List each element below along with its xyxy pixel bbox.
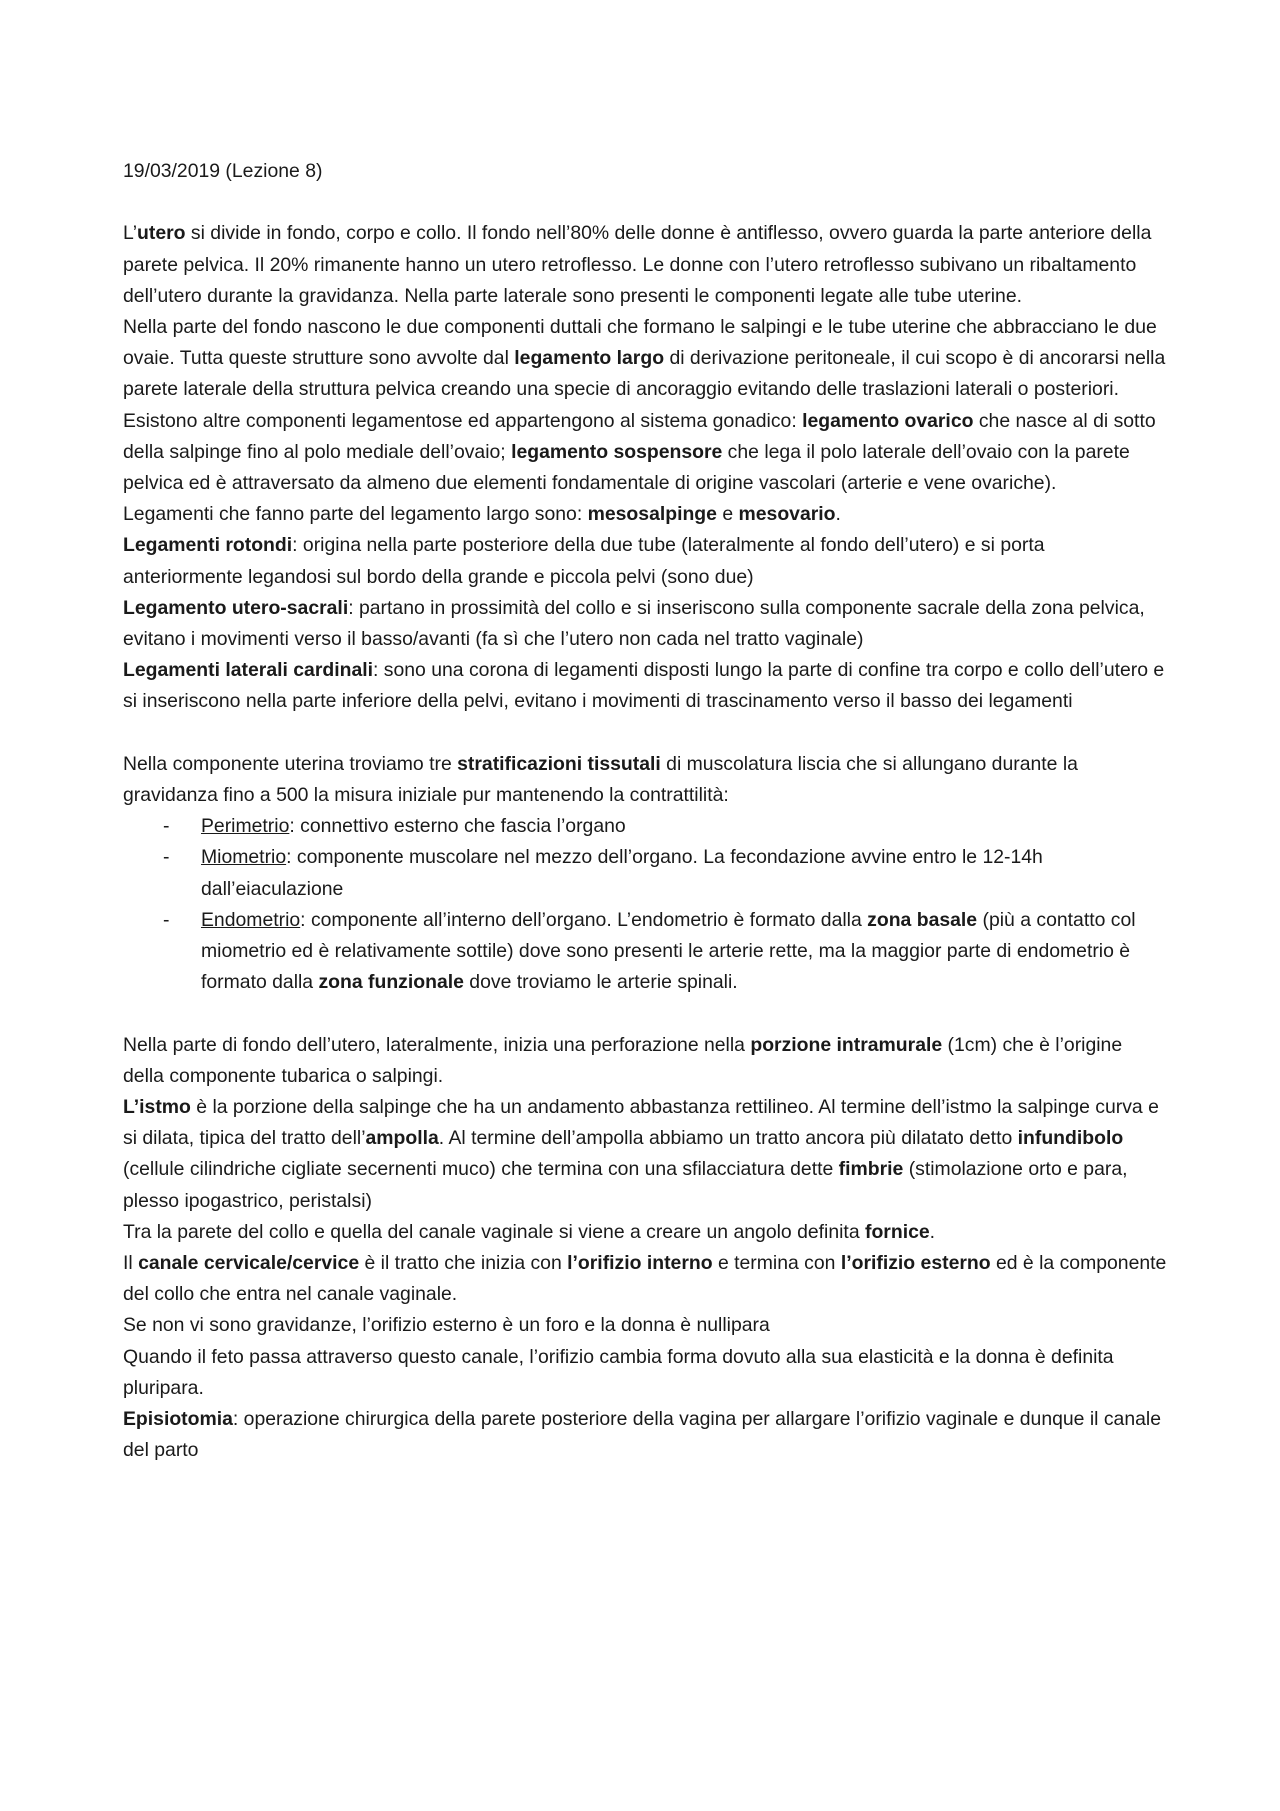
text-run: si divide in fondo, corpo e collo. Il fondo nell’80% delle donne è antiflesso, ovvero guarda la parte anteriore della parete pelvica. Il 20% rimanente hanno un utero retroflesso. Le donne con l’utero retroflesso subivano un ribaltamento dell’utero durante la gravidanza. Nella parte laterale sono presenti le componenti legate alle tube uterine. (123, 222, 1152, 307)
bold-term: infundibolo (1017, 1127, 1124, 1150)
bold-term: legamento ovarico (802, 409, 974, 432)
bold-term: Episiotomia (123, 1408, 233, 1431)
paragraph-gap (123, 187, 1168, 218)
underlined-term: Endometrio (201, 908, 301, 931)
paragraph (123, 1404, 1168, 1466)
text-run: (stimolazione orto e para, plesso ipogastrico, peristalsi) (123, 1158, 1128, 1212)
section-salpinges (123, 1030, 1168, 1467)
text-run: (cellule cilindriche cigliate secernenti muco) che termina con una sfilacciatura dette (123, 1158, 839, 1181)
text-run: Se non vi sono gravidanze, l’orifizio esterno è un foro e la donna è nullipara (123, 1314, 770, 1337)
text-run: : connettivo esterno che fascia l’organo (289, 815, 626, 838)
text-run: Legamenti che fanno parte del legamento largo sono: (123, 503, 588, 526)
bold-term: fimbrie (838, 1158, 904, 1181)
bold-term: L’istmo (123, 1096, 191, 1119)
text-run: Esistono altre componenti legamentose ed appartengono al sistema gonadico: (123, 409, 803, 432)
text-run: : componente muscolare nel mezzo dell’organo. La fecondazione avvine entro le 12-14h dall’eiaculazione (201, 846, 1043, 900)
bold-term: zona funzionale (318, 971, 464, 994)
paragraph (123, 312, 1168, 406)
paragraph-gap (123, 718, 1168, 749)
paragraph (123, 593, 1168, 655)
bold-term: porzione intramurale (750, 1033, 943, 1056)
paragraph-gap (123, 998, 1168, 1029)
uterine-layers-list (123, 811, 1168, 998)
text-run: ed è la componente del collo che entra nel canale vaginale. (123, 1252, 1167, 1306)
bold-term: stratificazioni tissutali (457, 752, 661, 775)
list-item (123, 842, 1168, 904)
paragraph (123, 1310, 1168, 1341)
underlined-term: Miometrio (201, 846, 287, 869)
paragraph (123, 1342, 1168, 1404)
paragraph (123, 1217, 1168, 1248)
bold-term: ampolla (365, 1127, 439, 1150)
text-run: . Al termine dell’ampolla abbiamo un tratto ancora più dilatato detto (438, 1127, 1018, 1150)
bold-term: fornice (865, 1220, 930, 1243)
text-run: . (929, 1220, 936, 1243)
text-run: : componente all’interno dell’organo. L’endometrio è formato dalla (300, 908, 868, 931)
bold-term: utero (137, 222, 186, 245)
bold-term: canale cervicale/cervice (138, 1252, 360, 1275)
text-run: Nella parte di fondo dell’utero, lateralmente, inizia una perforazione nella (123, 1033, 751, 1056)
bullet-dash: - (163, 846, 170, 869)
text-run: . (835, 503, 841, 526)
text-run: : sono una corona di legamenti disposti lungo la parte di confine tra corpo e collo dell’utero e si inseriscono nella parte inferiore della pelvi, evitano i movimenti di trascinamento verso il basso dei legamenti (123, 659, 1165, 713)
paragraph (123, 1248, 1168, 1310)
text-run: e (716, 503, 739, 526)
paragraph (123, 1030, 1168, 1092)
lecture-date: 19/03/2019 (Lezione 8) (123, 160, 323, 182)
text-run: che lega il polo laterale dell’ovaio con la parete pelvica ed è attraversato da almeno due elementi fondamentale di origine vascolari (arterie e vene ovariche). (123, 440, 1130, 495)
text-run: è la porzione della salpinge che ha un andamento abbastanza rettilineo. Al termine dell’istmo la salpinge curva e si dilata, tipica del tratto dell’ (123, 1096, 1159, 1150)
bold-term: zona basale (867, 908, 978, 931)
bold-term: mesovario (738, 503, 836, 526)
text-run: (1cm) che è l’origine della componente tubarica o salpingi. (123, 1033, 1123, 1087)
bold-term: Legamenti rotondi (123, 534, 293, 557)
bold-term: legamento sospensore (511, 440, 723, 463)
text-run: e termina con (712, 1252, 841, 1275)
text-run: L’ (123, 222, 138, 245)
text-run: : origina nella parte posteriore della due tube (lateralmente al fondo dell’utero) e si porta anteriormente legandosi sul bordo della grande e piccola pelvi (sono due) (123, 534, 1045, 588)
text-run: è il tratto che inizia con (359, 1252, 568, 1275)
text-run: Quando il feto passa attraverso questo canale, l’orifizio cambia forma dovuto alla sua elasticità e la donna è definita pluripara. (123, 1345, 1114, 1399)
bold-term: l’orifizio interno (567, 1252, 713, 1275)
paragraph (123, 499, 1168, 530)
bold-term: Legamenti laterali cardinali (123, 659, 374, 682)
uterine-layers-intro (123, 749, 1168, 811)
paragraph (123, 406, 1168, 500)
text-run: Nella parte del fondo nascono le due componenti duttali che formano le salpingi e le tube uterine che abbracciano le due ovaie. Tutta queste strutture sono avvolte dal (123, 316, 1157, 370)
bold-term: Legamento utero-sacrali (123, 596, 349, 619)
bullet-dash: - (163, 908, 170, 931)
text-run: di muscolatura liscia che si allungano durante la gravidanza fino a 500 la misura iniziale pur mantenendo la contrattilità: (123, 752, 1078, 807)
text-run: di derivazione peritoneale, il cui scopo è di ancorarsi nella parete laterale della struttura pelvica creando una specie di ancoraggio evitando delle traslazioni laterali o posteriori. (123, 347, 1166, 401)
text-run: Tra la parete del collo e quella del canale vaginale si viene a creare un angolo definita (123, 1220, 865, 1243)
paragraph (123, 530, 1168, 592)
bullet-dash: - (163, 815, 170, 838)
text-run: (più a contatto col miometrio ed è relativamente sottile) dove sono presenti le arterie rette, ma la maggior parte di endometrio è formato dalla (201, 908, 1136, 994)
paragraph (123, 218, 1168, 312)
text-run: che nasce al di sotto della salpinge fino al polo mediale dell’ovaio; (123, 409, 1156, 463)
list-item (123, 905, 1168, 999)
underlined-term: Perimetrio (201, 815, 290, 838)
list-item (123, 811, 1168, 842)
text-run: Il (123, 1252, 139, 1275)
text-run: : operazione chirurgica della parete posteriore della vagina per allargare l’orifizio vaginale e dunque il canale del parto (123, 1408, 1161, 1462)
text-run: : partano in prossimità del collo e si inseriscono sulla componente sacrale della zona pelvica, evitano i movimenti verso il basso/avanti (fa sì che l’utero non cada nel tratto vaginale) (123, 596, 1145, 651)
text-run: dove troviamo le arterie spinali. (463, 971, 738, 994)
bold-term: mesosalpinge (587, 503, 717, 526)
document-page (123, 156, 1168, 1466)
paragraph (123, 1092, 1168, 1217)
bold-term: l’orifizio esterno (840, 1252, 991, 1275)
text-run: Nella componente uterina troviamo tre (123, 752, 458, 775)
bold-term: legamento largo (514, 347, 665, 370)
paragraph (123, 655, 1168, 717)
section-ligaments (123, 218, 1168, 717)
